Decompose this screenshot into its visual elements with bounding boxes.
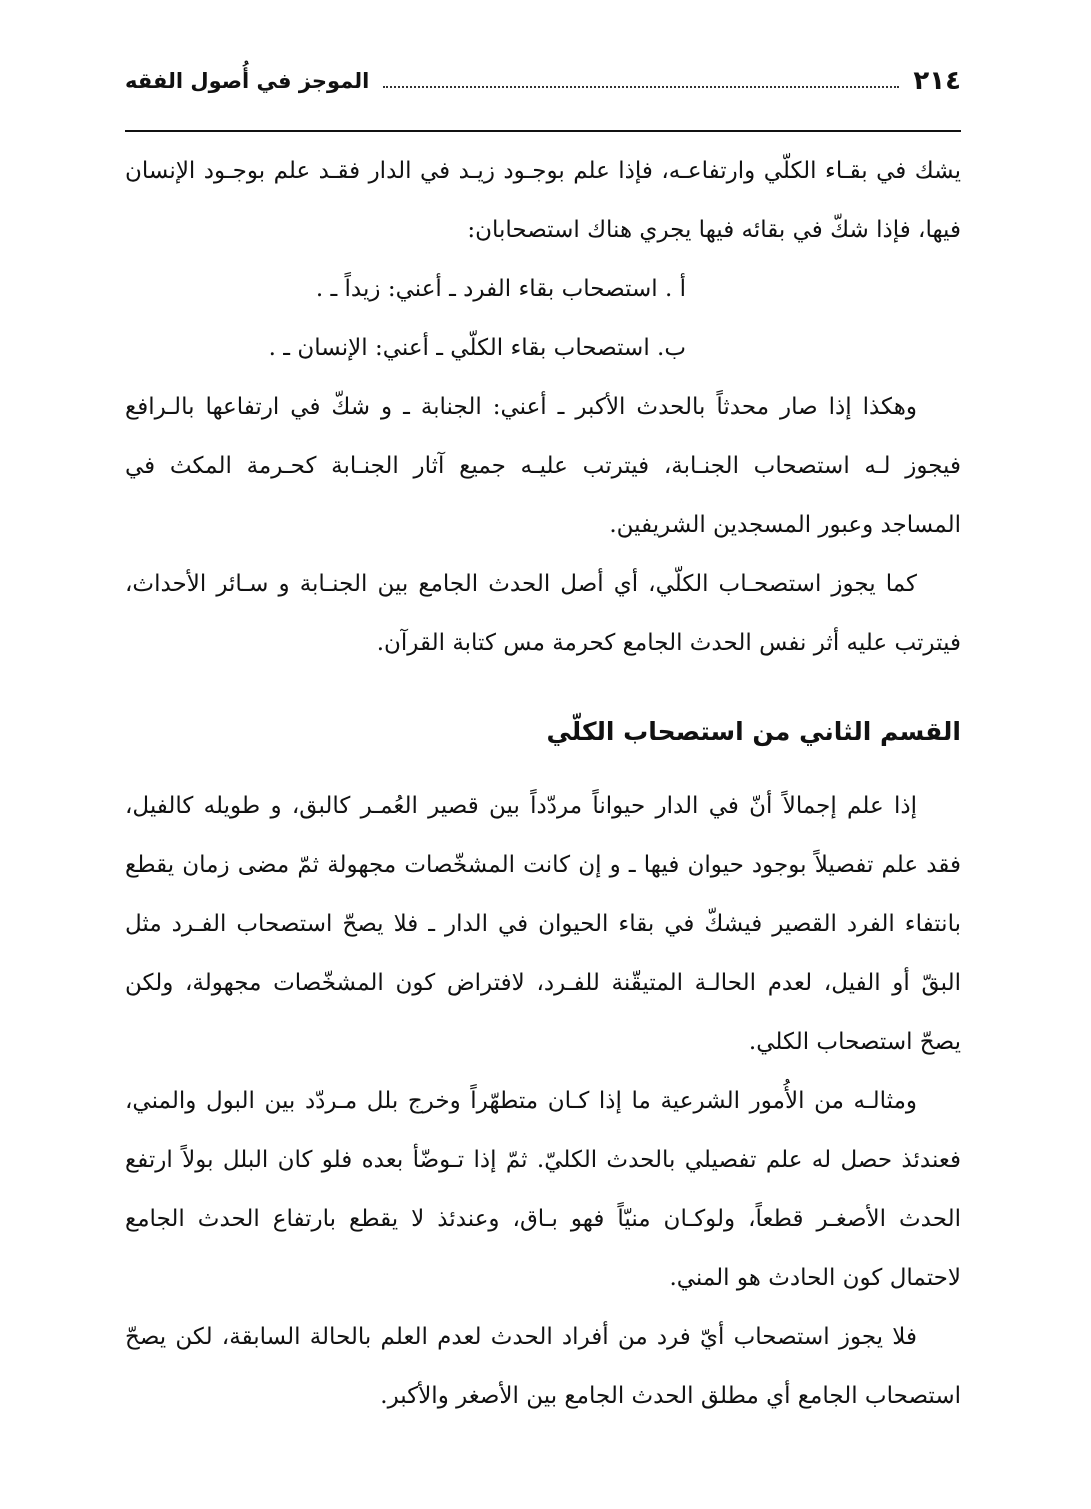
running-header xyxy=(125,52,961,96)
paragraph-2: وهكذا إذا صار محدثاً بالحدث الأكبر ـ أعني: الجنابة ـ و شكّ في ارتفاعها بالـرافع فيجوز لـه استصحاب الجنـابة، فيترتب عليـه جميع آثار الجنـابة كحـرمة المكث في المساجد وعبور المسجدين الشريفين. xyxy=(125,394,961,538)
list xyxy=(125,260,961,378)
paragraph-3: كما يجوز استصحـاب الكلّي، أي أصل الحدث الجامع بين الجنـابة و سـائر الأحداث، فيترتب عليه أثر نفس الحدث الجامع كحرمة مس كتابة القرآن. xyxy=(125,571,961,656)
header-rule xyxy=(125,130,961,132)
paragraph-6: فلا يجوز استصحاب أيّ فرد من أفراد الحدث لعدم العلم بالحالة السابقة، لكن يصحّ استصحاب الجامع أي مطلق الحدث الجامع بين الأصغر والأكبر. xyxy=(125,1324,961,1409)
running-title: الموجز في أُصول الفقه xyxy=(125,69,370,93)
page-body xyxy=(125,142,961,1426)
paragraph-5: ومثالـه من الأُمور الشرعية ما إذا كـان متطهّراً وخرج بلل مـردّد بين البول والمني، فعندئذ حصل له علم تفصيلي بالحدث الكليّ. ثمّ إذا تـوضّأ بعده فلو كان البلل بولاً ارتفع الحدث الأصغـر قطعاً، ولوكـان منيّاً فهو بـاق، وعندئذ لا يقطع بارتفاع الحدث الجامع لاحتمال كون الحادث هو المني. xyxy=(125,1088,961,1291)
list-item-a: أ . استصحاب بقاء الفرد ـ أعني: زيداً ـ . xyxy=(315,276,686,302)
page-number: ٢١٤ xyxy=(913,66,961,96)
list-item-b: ب. استصحاب بقاء الكلّي ـ أعني: الإنسان ـ . xyxy=(268,335,686,361)
dotted-leader xyxy=(383,86,899,88)
paragraph-4: إذا علم إجمالاً أنّ في الدار حيواناً مردّداً بين قصير العُمـر كالبق، و طويله كالفيل، فقد علم تفصيلاً بوجود حيوان فيها ـ و إن كانت المشخّصات مجهولة ثمّ مضى زمان يقطع بانتفاء الفرد القصير فيشكّ في بقاء الحيوان في الدار ـ فلا يصحّ استصحاب الفـرد مثل البقّ أو الفيل، لعدم الحالـة المتيقّنة للفـرد، لافتراض كون المشخّصات مجهولة، ولكن يصحّ استصحاب الكلي. xyxy=(125,793,961,1055)
section-heading: القسم الثاني من استصحاب الكلّي xyxy=(546,717,961,746)
paragraph-1: يشك في بقـاء الكلّي وارتفاعـه، فإذا علم بوجـود زيـد في الدار فقـد علم بوجـود الإنسان فيها، فإذا شكّ في بقائه فيها يجري هناك استصحابان: xyxy=(125,158,961,243)
